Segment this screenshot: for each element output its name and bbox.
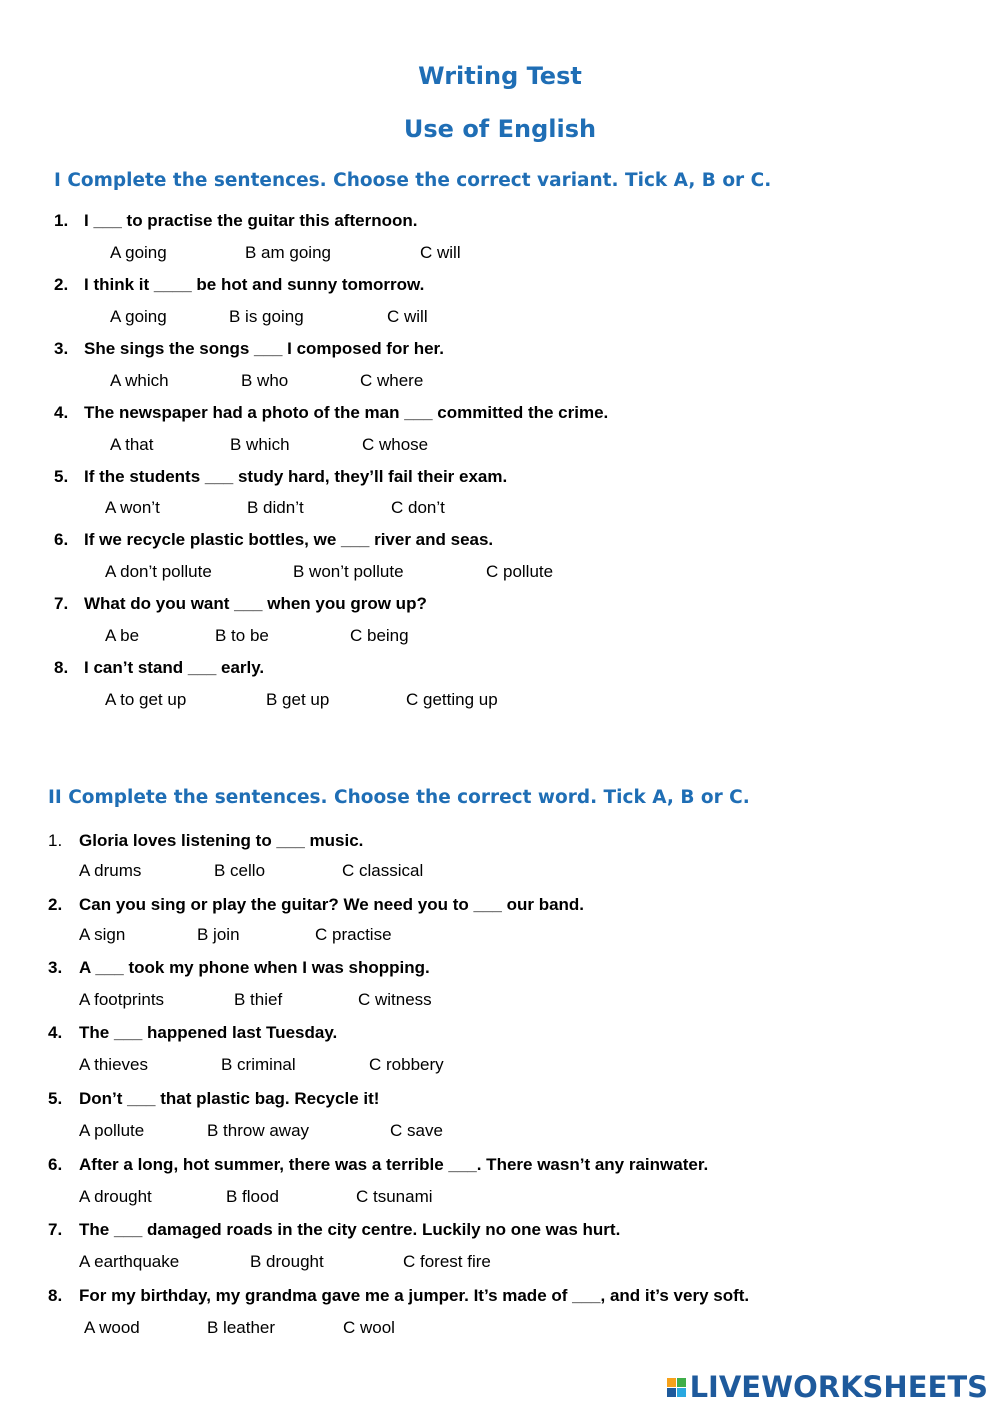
option-c[interactable]: C save	[390, 1121, 443, 1140]
option-b[interactable]: B drought	[250, 1252, 324, 1271]
option-c[interactable]: C being	[350, 626, 409, 645]
option-b[interactable]: B thief	[234, 990, 283, 1009]
logo-square-2	[677, 1378, 686, 1387]
question-text: I ___ to practise the guitar this afternoon.	[84, 211, 418, 230]
option-a[interactable]: A going	[110, 307, 167, 326]
option-b[interactable]: B won’t pollute	[293, 562, 404, 581]
section-2-heading: II Complete the sentences. Choose the correct word. Tick A, B or C.	[48, 787, 750, 808]
question-number: 7.	[48, 1220, 63, 1239]
question-text: She sings the songs ___ I composed for her.	[84, 339, 444, 358]
option-a[interactable]: A wood	[84, 1318, 140, 1337]
question-number: 1.	[48, 831, 63, 850]
question-number: 2.	[48, 895, 63, 914]
question-text: Don’t ___ that plastic bag. Recycle it!	[79, 1089, 380, 1108]
option-b[interactable]: B leather	[207, 1318, 276, 1337]
option-a[interactable]: A be	[105, 626, 140, 645]
logo-text: LIVEWORKSHEETS	[689, 1370, 988, 1404]
option-c[interactable]: C don’t	[391, 498, 445, 517]
question-number: 2.	[54, 275, 69, 294]
option-a[interactable]: A thieves	[79, 1055, 148, 1074]
option-c[interactable]: C pollute	[486, 562, 554, 581]
option-a[interactable]: A drums	[79, 861, 142, 880]
option-b[interactable]: B throw away	[207, 1121, 310, 1140]
question-text: What do you want ___ when you grow up?	[84, 594, 427, 613]
question-text: The newspaper had a photo of the man ___ committed the crime.	[84, 403, 609, 422]
option-c[interactable]: C will	[387, 307, 428, 326]
option-a[interactable]: A to get up	[105, 690, 187, 709]
page-title: Writing Test	[418, 62, 582, 90]
question-number: 7.	[54, 594, 69, 613]
option-c[interactable]: C wool	[343, 1318, 395, 1337]
question-number: 3.	[48, 958, 63, 977]
question-number: 8.	[48, 1286, 63, 1305]
question-text: I think it ____ be hot and sunny tomorrow.	[84, 275, 425, 294]
question-text: The ___ damaged roads in the city centre. Luckily no one was hurt.	[79, 1220, 621, 1239]
option-c[interactable]: C robbery	[369, 1055, 444, 1074]
logo-square-1	[667, 1378, 676, 1387]
question-number: 1.	[54, 211, 69, 230]
option-b[interactable]: B flood	[226, 1187, 279, 1206]
option-c[interactable]: C witness	[358, 990, 432, 1009]
question-text: Gloria loves listening to ___ music.	[79, 831, 364, 850]
question-number: 5.	[48, 1089, 63, 1108]
question-text: If we recycle plastic bottles, we ___ river and seas.	[84, 530, 494, 549]
option-a[interactable]: A won’t	[105, 498, 160, 517]
option-c[interactable]: C whose	[362, 435, 429, 454]
option-a[interactable]: A drought	[79, 1187, 152, 1206]
option-b[interactable]: B get up	[266, 690, 330, 709]
page-subtitle: Use of English	[403, 115, 597, 143]
option-b[interactable]: B didn’t	[247, 498, 304, 517]
option-c[interactable]: C classical	[342, 861, 424, 880]
option-b[interactable]: B join	[197, 925, 240, 944]
option-b[interactable]: B criminal	[221, 1055, 296, 1074]
question-number: 4.	[54, 403, 69, 422]
option-c[interactable]: C will	[420, 243, 461, 262]
option-b[interactable]: B who	[241, 371, 289, 390]
question-number: 3.	[54, 339, 69, 358]
question-text: If the students ___ study hard, they’ll fail their exam.	[84, 467, 508, 486]
option-a[interactable]: A sign	[79, 925, 126, 944]
option-b[interactable]: B cello	[214, 861, 266, 880]
option-a[interactable]: A which	[110, 371, 169, 390]
option-c[interactable]: C practise	[315, 925, 392, 944]
question-text: Can you sing or play the guitar? We need you to ___ our band.	[79, 895, 585, 914]
liveworksheets-logo[interactable]	[667, 1370, 988, 1404]
option-c[interactable]: C where	[360, 371, 424, 390]
option-b[interactable]: B is going	[229, 307, 304, 326]
liveworksheets-logo-icon	[667, 1378, 686, 1397]
option-c[interactable]: C tsunami	[356, 1187, 433, 1206]
question-text: A ___ took my phone when I was shopping.	[79, 958, 430, 977]
logo-square-3	[667, 1388, 676, 1397]
question-number: 4.	[48, 1023, 63, 1042]
option-c[interactable]: C forest fire	[403, 1252, 491, 1271]
option-a[interactable]: A that	[110, 435, 154, 454]
option-a[interactable]: A pollute	[79, 1121, 145, 1140]
option-b[interactable]: B to be	[215, 626, 269, 645]
logo-square-4	[677, 1388, 686, 1397]
option-b[interactable]: B am going	[245, 243, 331, 262]
option-a[interactable]: A footprints	[79, 990, 165, 1009]
question-text: For my birthday, my grandma gave me a jumper. It’s made of ___, and it’s very soft.	[79, 1286, 750, 1305]
question-number: 6.	[48, 1155, 63, 1174]
question-number: 6.	[54, 530, 69, 549]
option-a[interactable]: A earthquake	[79, 1252, 180, 1271]
question-text: The ___ happened last Tuesday.	[79, 1023, 338, 1042]
section-1-heading: I Complete the sentences. Choose the correct variant. Tick A, B or C.	[54, 170, 772, 191]
option-c[interactable]: C getting up	[406, 690, 498, 709]
option-b[interactable]: B which	[230, 435, 290, 454]
question-text: After a long, hot summer, there was a terrible ___. There wasn’t any rainwater.	[79, 1155, 709, 1174]
option-a[interactable]: A don’t pollute	[105, 562, 212, 581]
option-a[interactable]: A going	[110, 243, 167, 262]
question-text: I can’t stand ___ early.	[84, 658, 265, 677]
question-number: 8.	[54, 658, 69, 677]
question-number: 5.	[54, 467, 69, 486]
